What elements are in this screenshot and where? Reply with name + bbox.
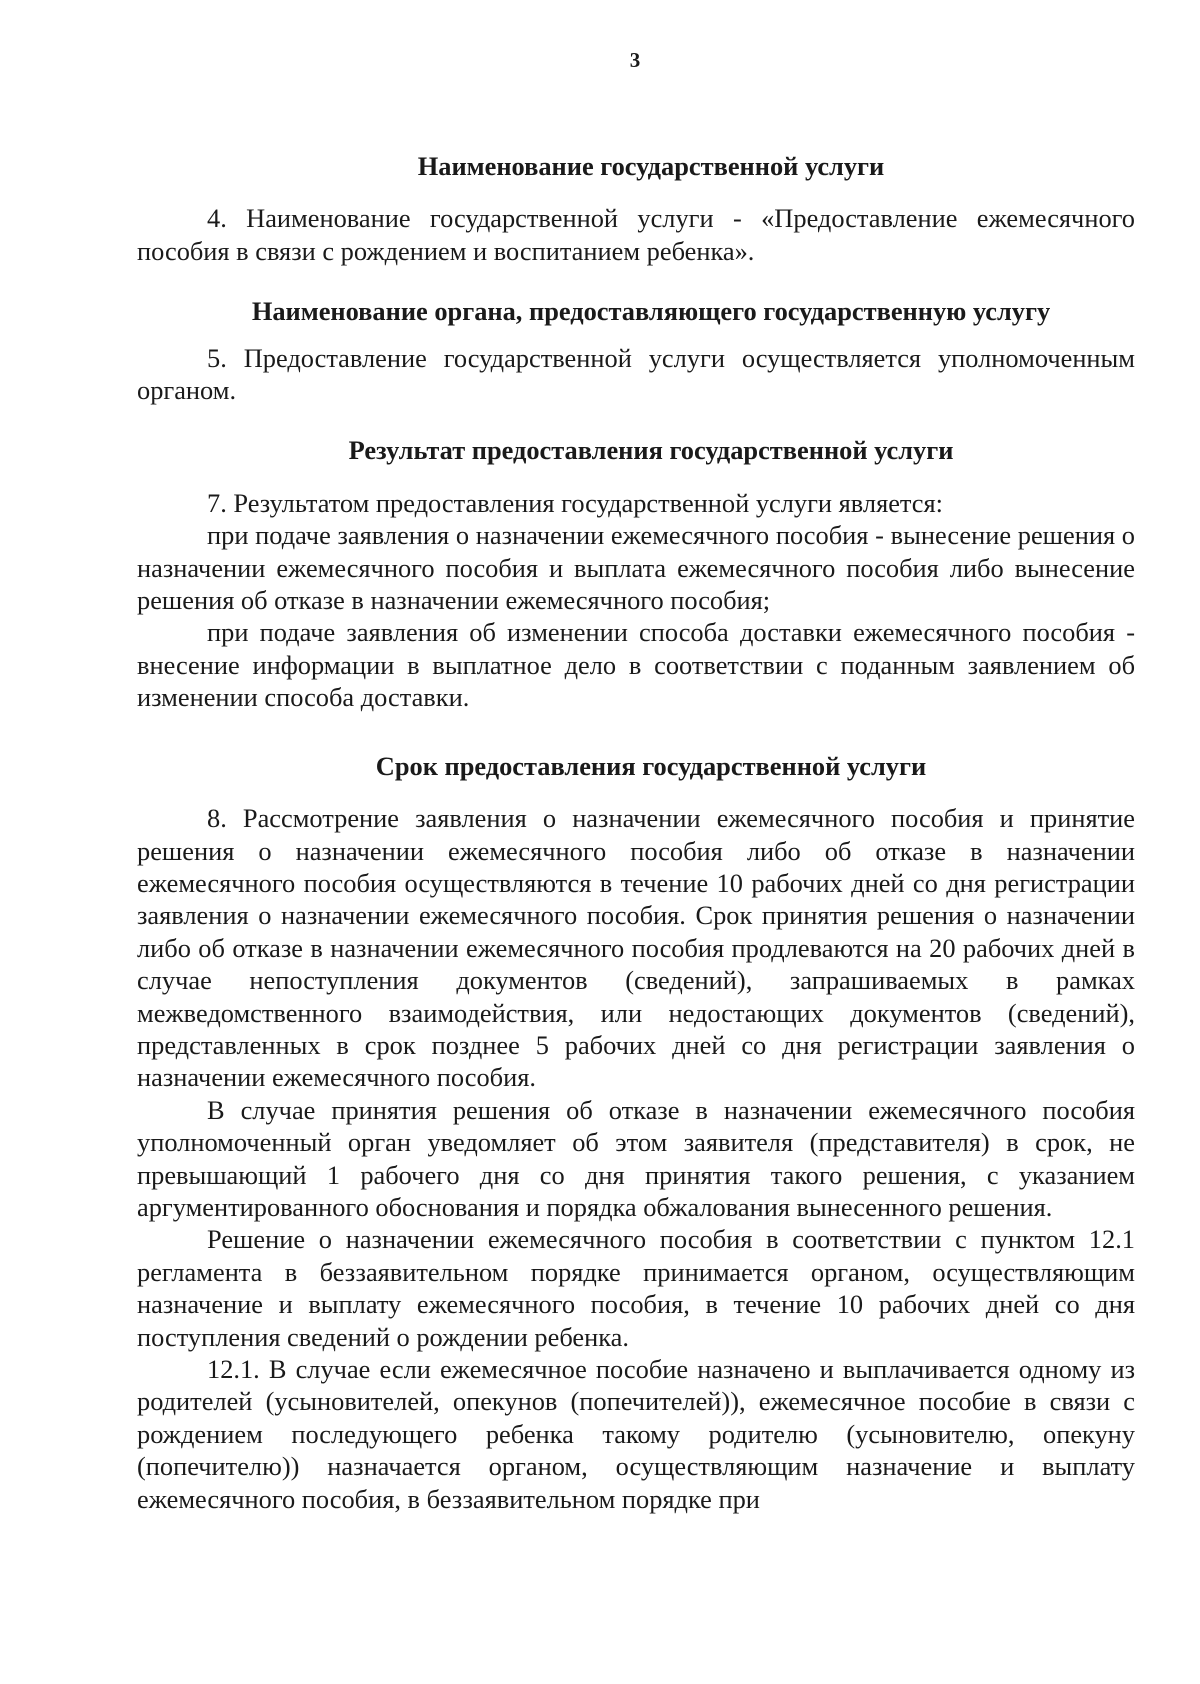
section-heading-service-name: Наименование государственной услуги — [417, 151, 885, 181]
paragraph-4: 4. Наименование государственной услуги - «Предоставление ежемесячного пособия в связи с рождением и воспитанием ребенка». — [137, 203, 1135, 266]
paragraph-7-item-2: при подаче заявления об изменении способа доставки ежемесячного пособия - внесение информации в выплатное дело в соответствии с поданным заявлением об изменении способа доставки. — [137, 617, 1135, 713]
paragraph-7: 7. Результатом предоставления государственной услуги является: — [207, 487, 943, 518]
document-body — [137, 150, 1135, 1515]
paragraph-5: 5. Предоставление государственной услуги осуществляется уполномоченным органом. — [137, 342, 1135, 406]
page-number: 3 — [629, 48, 641, 72]
paragraph-8-automatic: Решение о назначении ежемесячного пособия в соответствии с пунктом 12.1 регламента в беззаявительном порядке принимается органом, осуществляющим назначение и выплату ежемесячного пособия, в течение 10 рабочих дней со дня поступления сведений о рождении ребенка. — [137, 1224, 1135, 1352]
section-heading-organ: Наименование органа, предоставляющего государственную услугу — [251, 296, 1051, 327]
section-heading-term: Срок предоставления государственной услуги — [375, 750, 927, 781]
paragraph-8: 8. Рассмотрение заявления о назначении ежемесячного пособия и принятие решения о назначении ежемесячного пособия либо об отказе в назначении ежемесячного пособия осуществляются в течение 10 рабочих дней со дня регистрации заявления о назначении ежемесячного пособия. Срок принятия решения о назначении либо об отказе в назначении ежемесячного пособия продлеваются на 20 рабочих дней в случае непоступления документов (сведений), запрашиваемых в рамках межведомственного взаимодействия, или недостающих документов (сведений), представленных в срок позднее 5 рабочих дней со дня регистрации заявления о назначении ежемесячного пособия. — [137, 803, 1135, 1093]
paragraph-8-refusal: В случае принятия решения об отказе в назначении ежемесячного пособия уполномоченный орган уведомляет об этом заявителя (представителя) в срок, не превышающий 1 рабочего дня со дня принятия такого решения, с указанием аргументированного обоснования и порядка обжалования вынесенного решения. — [137, 1094, 1135, 1222]
paragraph-12-1: 12.1. В случае если ежемесячное пособие назначено и выплачивается одному из родителей (усыновителей, опекунов (попечителей)), ежемесячное пособие в связи с рождением последующего ребенка такому родителю (усыновителю, опекуну (попечителю)) назначается органом, осуществляющим назначение и выплату ежемесячного пособия, в беззаявительном порядке при — [137, 1354, 1135, 1514]
section-heading-result: Результат предоставления государственной услуги — [348, 435, 954, 466]
paragraph-7-item-1: при подаче заявления о назначении ежемесячного пособия - вынесение решения о назначении ежемесячного пособия и выплата ежемесячного пособия либо вынесение решения об отказе в назначении ежемесячного пособия; — [137, 520, 1135, 616]
